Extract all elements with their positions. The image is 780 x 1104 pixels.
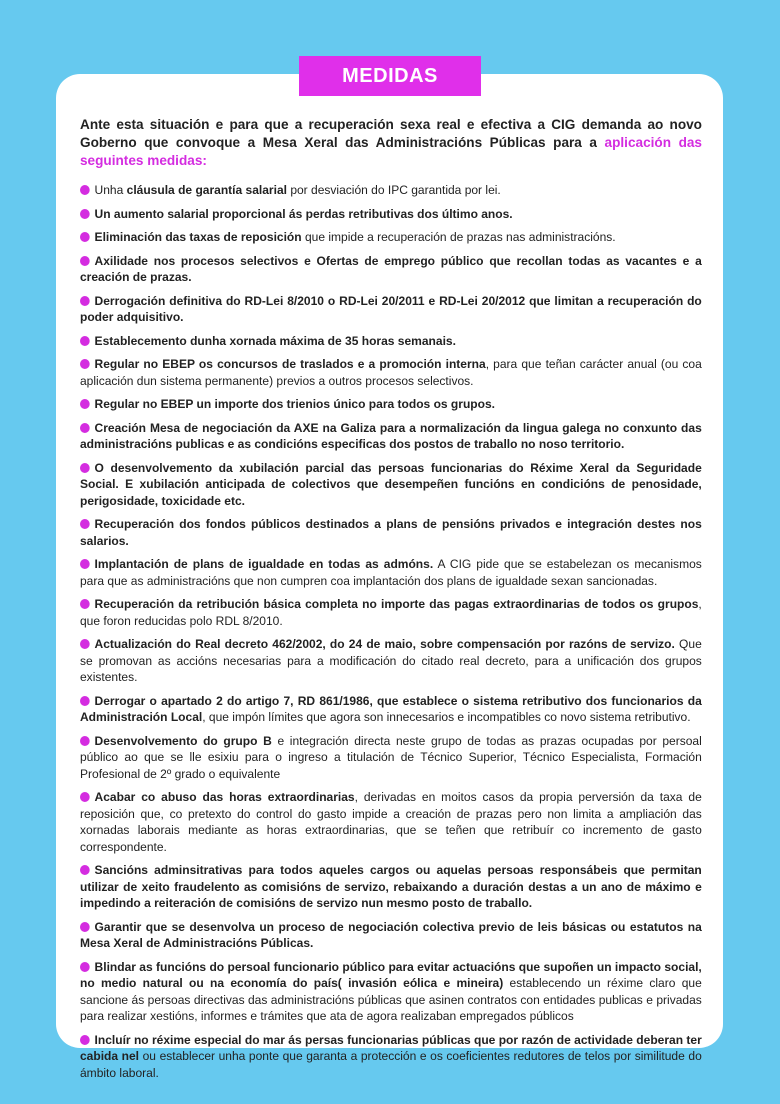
- item-bold-text: Establecemento dunha xornada máxima de 35 horas semanais.: [94, 333, 456, 348]
- bullet-icon: [80, 736, 90, 746]
- bullet-icon: [80, 559, 90, 569]
- item-post-text: ou establecer unha ponte que garanta a protección e os coeficientes redutores de telos por similitude do ámbito laboral.: [80, 1049, 702, 1080]
- bullet-icon: [80, 296, 90, 306]
- item-bold-text: Implantación de plans de igualdade en todas as admóns.: [94, 557, 434, 571]
- bullet-icon: [80, 359, 90, 369]
- item-bold-text: Recuperación da retribución básica completa no importe das pagas extraordinarias de todos os grupos: [94, 597, 699, 611]
- list-item: [80, 253, 702, 286]
- list-item: [80, 1032, 702, 1082]
- item-bold-text: Regular no EBEP un importe dos trienios único para todos os grupos.: [94, 397, 496, 411]
- item-bold-text: Recuperación dos fondos públicos destinados a plans de pensións privados e integración destes nos salarios.: [80, 517, 702, 548]
- item-bold-text: Creación Mesa de negociación da AXE na Galiza para a normalización da lingua galega no conxunto das administracións publicas e as condicións especificas dos postos de traballo no noso territorio.: [80, 420, 702, 451]
- bullet-icon: [80, 463, 90, 473]
- bullet-icon: [80, 865, 90, 875]
- list-item: [80, 596, 702, 629]
- item-post-text: , que impón límites que agora son innecesarios e incompatibles co novo sistema retributivo.: [202, 710, 691, 724]
- bullet-icon: [80, 336, 90, 346]
- item-bold-text: Garantir que se desenvolva un proceso de negociación colectiva previo de leis básicas ou estatutos na Mesa Xeral de Administracións Públicas.: [80, 919, 702, 950]
- item-post-text: , que foron reducidas polo RDL 8/2010.: [80, 597, 702, 628]
- bullet-icon: [80, 209, 90, 219]
- bullet-icon: [80, 599, 90, 609]
- item-post-text: que impide a recuperación de prazas nas administracións.: [301, 230, 616, 244]
- list-item: [80, 206, 702, 223]
- bullet-icon: [80, 1035, 90, 1045]
- item-post-text: A CIG pide que se estabelezan os mecanismos para que as administracións que non cumpren coa implantación dos plans de igualdade sexan sancionadas.: [80, 557, 702, 588]
- list-item: [80, 959, 702, 1025]
- item-bold-text: Regular no EBEP os concursos de traslados e a promoción interna: [94, 357, 486, 371]
- document-body: [80, 116, 702, 1088]
- list-item: [80, 460, 702, 510]
- item-post-text: e integración directa neste grupo de todas as prazas ocupadas por persoal público ao que se lle esixiu para o ingreso a titulación de Técnico Superior, Técnico Especialista, Formación Profesional de 2º grado o equivalente: [80, 733, 702, 781]
- intro-paragraph: [80, 116, 702, 170]
- item-post-text: , derivadas en moitos casos da propia perversión da taxa de reposición que, co pretexto do control do gasto impide a creación de prazas pero non limita a ampliación das xornadas laborais mediante as horas extraordinarias, que se teñen que retribuír co incremento de gasto correspondente.: [80, 790, 702, 854]
- list-item: [80, 516, 702, 549]
- item-bold-text: Blindar as funcións do persoal funcionario público para evitar actuacións que supoñen un impacto social, no medio natural ou na economía do país( invasión eólica e mineira): [80, 959, 702, 990]
- bullet-icon: [80, 256, 90, 266]
- item-bold-text: Eliminación das taxas de reposición: [94, 230, 302, 244]
- bullet-icon: [80, 962, 90, 972]
- intro-text: Ante esta situación e para que a recuperación sexa real e efectiva a CIG demanda ao novo Goberno que convoque a Mesa Xeral das Administracións Públicas para a: [80, 117, 702, 150]
- bullet-icon: [80, 696, 90, 706]
- bullet-icon: [80, 232, 90, 242]
- item-post-text: Que se promovan as accións necesarias para a modificación do citado real decreto, para a unificación dos grupos existentes.: [80, 637, 702, 684]
- item-post-text: , para que teñan carácter anual (ou coa aplicación dun sistema permanente) previos a outros procesos selectivos.: [80, 357, 702, 388]
- list-item: [80, 556, 702, 589]
- page-title: MEDIDAS: [299, 56, 481, 96]
- list-item: [80, 229, 702, 246]
- item-bold-text: Actualización do Real decreto 462/2002, do 24 de maio, sobre compensación por razóns de servizo.: [94, 637, 675, 651]
- item-bold-text: Axilidade nos procesos selectivos e Ofertas de emprego público que recollan todas as vacantes e a creación de prazas.: [80, 253, 702, 284]
- bullet-icon: [80, 792, 90, 802]
- item-bold-text: Derrogación definitiva do RD-Lei 8/2010 o RD-Lei 20/2011 e RD-Lei 20/2012 que limitan a recuperación do poder adquisitivo.: [80, 293, 702, 324]
- list-item: [80, 356, 702, 389]
- bullet-icon: [80, 922, 90, 932]
- list-item: [80, 733, 702, 783]
- item-bold-text: Desenvolvemento do grupo B: [94, 733, 272, 748]
- list-item: [80, 420, 702, 453]
- list-item: [80, 693, 702, 726]
- item-bold-text: O desenvolvemento da xubilación parcial das persoas funcionarias do Réxime Xeral da Seguridade Social. E xubilación anticipada de colectivos que desempeñen funcións en condicións de penosidade, perigosidade, toxicidade etc.: [80, 460, 702, 508]
- item-post-text: establecendo un réxime claro que sancione ás persoas directivas das administracións públicas que asinen contratos con entidades publicas e privadas para realizar xestións, informes e trámites que ata de agora realizaban empregados públicos: [80, 976, 702, 1023]
- list-item: [80, 636, 702, 686]
- item-bold-text: cláusula de garantía salarial: [126, 183, 287, 197]
- bullet-icon: [80, 519, 90, 529]
- list-item: [80, 862, 702, 912]
- list-item: [80, 919, 702, 952]
- bullet-icon: [80, 399, 90, 409]
- item-bold-text: Un aumento salarial proporcional ás perdas retributivas dos último anos.: [94, 206, 513, 221]
- list-item: [80, 293, 702, 326]
- item-bold-text: Incluír no réxime especial do mar ás persas funcionarias públicas que por razón de actividade deberan ter cabida nel: [80, 1032, 702, 1063]
- item-bold-text: Sancións adminsitrativas para todos aqueles cargos ou aquelas persoas responsábeis que permitan utilizar de xeito fraudelento as comisións de servizo, rebaixando a duración destas a un ano de máximo e impedindo a reiteración de comisións de servizo nun mesmo posto de traballo.: [80, 863, 702, 910]
- bullet-icon: [80, 639, 90, 649]
- bullet-icon: [80, 423, 90, 433]
- measures-list: [80, 182, 702, 1081]
- item-bold-text: Derrogar o apartado 2 do artigo 7, RD 861/1986, que establece o sistema retributivo dos funcionarios da Administración Local: [80, 693, 702, 724]
- list-item: [80, 333, 702, 350]
- list-item: [80, 789, 702, 855]
- intro-highlight: aplicación das seguintes medidas:: [80, 135, 702, 168]
- bullet-icon: [80, 185, 90, 195]
- list-item: [80, 396, 702, 413]
- list-item: [80, 182, 702, 199]
- item-post-text: por desviación do IPC garantida por lei.: [286, 183, 501, 197]
- item-pre-text: Unha: [94, 183, 127, 197]
- item-bold-text: Acabar co abuso das horas extraordinarias: [94, 790, 355, 804]
